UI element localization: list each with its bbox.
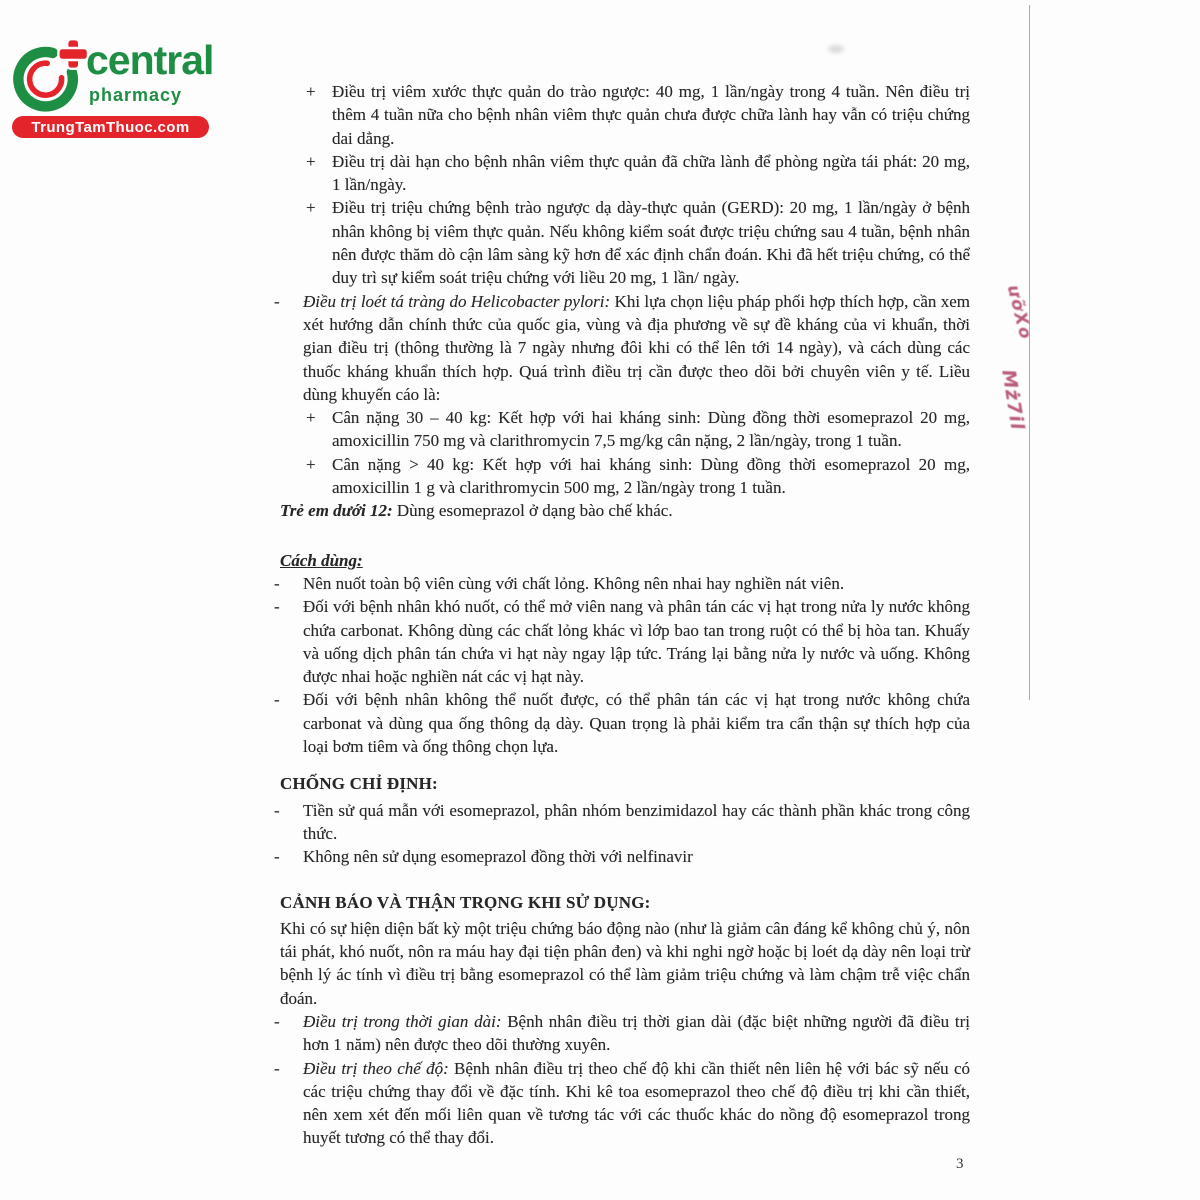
list-item-text: Điều trị trong thời gian dài: Bệnh nhân điều trị thời gian dài (đặc biệt những người đã điều trị hơn 1 năm) nên được theo dõi thường xuyên.	[303, 1011, 970, 1055]
list-item-text: Điều trị dài hạn cho bệnh nhân viêm thực quản đã chữa lành để phòng ngừa tái phát: 20 mg, 1 lần/ngày.	[332, 151, 970, 195]
item-lead: Điều trị theo chế độ:	[303, 1058, 449, 1078]
list-item	[280, 406, 970, 453]
list-item	[274, 290, 970, 406]
list-item-text: Điều trị loét tá tràng do Helicobacter pylori: Khi lựa chọn liệu pháp phối hợp thích hợp, cần xem xét hướng dẫn chính thức của quốc gia, vùng và địa phương về sự đề kháng của vi khuẩn, thời gian điều trị (thông thường là 7 ngày nhưng đôi khi có thể lên tới 14 ngày), và cách dùng các thuốc kháng khuẩn thích hợp. Quá trình điều trị cần được theo dõi bởi chuyên viên y tế. Liều dùng khuyến cáo là:	[303, 291, 970, 404]
bullet-marker: -	[274, 1011, 280, 1031]
handwritten-mark-1: ưỡXo	[1002, 283, 1036, 343]
list-item	[274, 572, 970, 595]
list-item	[280, 453, 970, 500]
list-item	[274, 1010, 970, 1057]
brand-logo	[12, 30, 222, 140]
item-lead: Trẻ em dưới 12:	[280, 501, 393, 521]
page-number: 3	[956, 1156, 964, 1172]
bullet-marker: -	[274, 597, 280, 617]
bullet-marker: -	[274, 291, 280, 311]
bullet-marker: +	[306, 454, 316, 474]
brand-subtitle: pharmacy	[89, 85, 183, 105]
section-heading: Cách dùng:	[280, 550, 363, 570]
bullet-marker: +	[306, 408, 316, 428]
site-url: TrungTamThuoc.com	[31, 118, 190, 136]
list-item-text: Cân nặng 30 – 40 kg: Kết hợp với hai kháng sinh: Dùng đồng thời esomeprazol 20 mg, amoxicillin 750 mg và clarithromycin 7,5 mg/kg cân nặng, 2 lần/ngày, trong 1 tuần.	[332, 408, 970, 451]
item-lead: Điều trị loét tá tràng do Helicobacter pylori:	[303, 291, 611, 311]
list-item	[274, 595, 970, 688]
paragraph: Khi có sự hiện diện bất kỳ một triệu chứng báo động nào (như là giảm cân đáng kể không chủ ý, nôn tái phát, khó nuốt, nôn ra máu hay đại tiện phân đen) và khi nghi ngờ hoặc bị loét dạ dày nên loại trừ bệnh lý ác tính vì điều trị bằng esomeprazol có thể làm giảm triệu chứng và làm chậm trễ việc chẩn đoán.	[280, 918, 970, 1008]
handwritten-mark-2: Mż7il	[997, 368, 1029, 432]
section-heading: CHỐNG CHỈ ĐỊNH:	[280, 774, 438, 794]
item-lead: Điều trị trong thời gian dài:	[303, 1011, 502, 1031]
paragraph: Trẻ em dưới 12: Dùng esomeprazol ở dạng bào chế khác.	[280, 501, 673, 521]
list-item	[274, 845, 970, 868]
list-item	[274, 688, 970, 758]
bullet-marker: +	[306, 82, 316, 101]
list-item-text: Đối với bệnh nhân không thể nuốt được, có thể phân tán các vị hạt trong nước không chứa carbonat và dùng qua ống thông dạ dày. Quan trọng là phải kiểm tra cẩn thận sự thích hợp của loại bơm tiêm và ống thông chọn lựa.	[303, 690, 970, 757]
list-item	[274, 1057, 970, 1150]
brand-name: central	[86, 37, 214, 83]
document-body	[274, 80, 970, 1150]
bullet-marker: -	[274, 690, 280, 710]
list-item-text: Cân nặng > 40 kg: Kết hợp với hai kháng sinh: Dùng đồng thời esomeprazol 20 mg, amoxicillin 1 g và clarithromycin 500 mg, 2 lần/ngày trong 1 tuần.	[332, 454, 970, 498]
list-item-text: Đối với bệnh nhân khó nuốt, có thể mở viên nang và phân tán các vị hạt trong nửa ly nước không chứa carbonat. Không dùng các chất lỏng khác vì lớp bao tan trong ruột có thể bị hòa tan. Khuấy và uống dịch phân tán chứa vi hạt này ngay lập tức. Tráng lại bằng nửa ly nước và uống. Không được nhai hoặc nghiền nát các vị hạt này.	[303, 597, 970, 687]
plus-cross-icon	[58, 39, 88, 69]
scan-fold-line	[1029, 5, 1030, 700]
bullet-marker: -	[274, 573, 280, 593]
list-item-text: Không nên sử dụng esomeprazol đồng thời với nelfinavir	[303, 847, 693, 867]
list-item	[280, 196, 970, 289]
list-item-text: Điều trị viêm xước thực quản do trào ngược: 40 mg, 1 lần/ngày trong 4 tuần. Nên điều trị thêm 4 tuần nữa cho bệnh nhân viêm thực quản chưa được chữa lành hay vẫn có triệu chứng dai dẳng.	[332, 82, 970, 148]
list-item	[280, 80, 970, 150]
list-item-text: Nên nuốt toàn bộ viên cùng với chất lỏng. Không nên nhai hay nghiền nát viên.	[303, 573, 845, 593]
section-heading: CẢNH BÁO VÀ THẬN TRỌNG KHI SỬ DỤNG:	[280, 892, 651, 912]
bullet-marker: +	[306, 198, 316, 218]
pharmacy-logo-icon	[12, 36, 92, 116]
bullet-marker: -	[274, 800, 280, 820]
list-item-text: Điều trị triệu chứng bệnh trào ngược dạ dày-thực quản (GERD): 20 mg, 1 lần/ngày ở bệnh nhân không bị viêm thực quản. Nếu không kiểm soát được triệu chứng sau 4 tuần, bệnh nhân nên được thăm dò cận lâm sàng kỹ hơn để xác định chẩn đoán. Khi đã hết triệu chứng, có thể duy trì sự kiểm soát triệu chứng với liều 20 mg, 1 lần/ ngày.	[332, 198, 970, 288]
list-item-text: Điều trị theo chế độ: Bệnh nhân điều trị theo chế độ khi cần thiết nên liên hệ với bác sỹ nếu có các triệu chứng thay đổi về đặc tính. Khi kê toa esomeprazol theo chế độ điều trị khi cần thiết, nên xem xét đến mối liên quan về tương tác với các thuốc khác do nồng độ esomeprazol trong huyết tương có thể thay đổi.	[303, 1058, 970, 1148]
site-badge	[12, 116, 209, 138]
bullet-marker: -	[274, 1058, 280, 1078]
list-item-text: Tiền sử quá mẫn với esomeprazol, phân nhóm benzimidazol hay các thành phần khác trong công thức.	[303, 800, 970, 843]
list-item	[280, 150, 970, 197]
bullet-marker: -	[274, 847, 280, 867]
bullet-marker: +	[306, 151, 316, 171]
scan-smudge	[828, 45, 844, 53]
list-item	[274, 799, 970, 846]
